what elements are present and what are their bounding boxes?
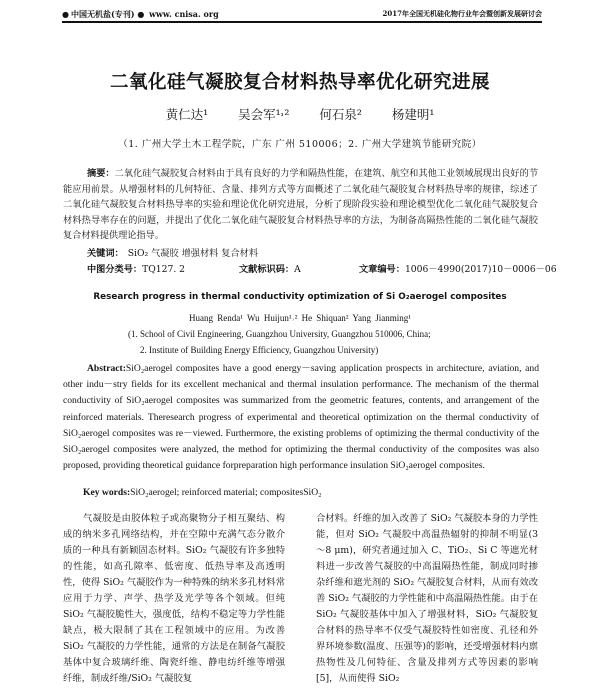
journal-url: www. cnisa. org (149, 9, 219, 19)
header-left (62, 7, 219, 21)
affiliation-en-1: (1. School of Civil Engineering, Guangzhou University, Guangzhou 510006, China; (128, 329, 431, 339)
doc-value: A (294, 264, 301, 275)
keywords-en-text: SiO₂aerogel; reinforced material; compositesSiO₂ (130, 487, 322, 498)
abstract-zh (63, 166, 538, 244)
clc-number (87, 261, 185, 275)
keywords-zh-text: SiO₂ 气凝胶 增强材料 复合材料 (127, 248, 259, 259)
authors-en: Huang Renda¹ Wu Huijun¹˒² He Shiquan² Yang Jianming¹ (189, 313, 411, 323)
authors-zh: 黄仁达¹ 吴会军¹˒² 何石泉² 杨建明¹ (165, 107, 435, 122)
abstract-en-label: Abstract: (87, 363, 126, 374)
article-value: 1006－4990(2017)10－0006－06 (404, 264, 557, 275)
doc-label: 文献标识码： (239, 264, 295, 275)
abstract-zh-label: 摘要： (87, 168, 115, 179)
abstract-en-text: SiO₂aerogel composites have a good energy－saving application prospects in architecture, aviation, and other indu－stry fields for its excellent mechanical and thermal insulation performance. The mechanism of the thermal conductivity of SiO₂aerogel composites was summarized from the geometric features, contents, and arrangement of the reinforced materials. Theresearch progress of experimental and theoretical optimization on the thermal conductivity of SiO₂aerogel composites was re－viewed. Furthermore, the existing problems of optimizing the thermal conductivity of the SiO₂aerogel composites were analyzed, the method for optimizing the thermal conductivity of the composites was also proposed, providing theoretical guidance forpreparation high performance insulation SiO₂aerogel composites. (63, 363, 539, 472)
affiliation-zh: （1. 广州大学土木工程学院，广东 广州 510006；2. 广州大学建筑节能研究院） (118, 139, 482, 150)
conference-name: 2017年全国无机硅化物行业年会暨创新发展研讨会 (382, 9, 542, 18)
body-column-right: 合材料。纤维的加入改善了 SiO₂ 气凝胶本身的力学性能，但对 SiO₂ 气凝胶中高温热辐射的抑制不明显(3～8 μm)，研究者通过加入 C、TiO₂、Si C 等遮光材料进一步改善气凝胶的中高温隔热性能，制成同时掺杂纤维和遮光剂的 SiO₂ 气凝胶复合材料，从而有效改善 SiO₂ 气凝胶的力学性能和中高温隔热性能。由于在 SiO₂ 气凝胶基体中加入了增强材料，SiO₂ 气凝胶复合材料的热导率不仅受气凝胶特性如密度、孔径和外界环境参数(温度、压强等)的影响，还受增强材料内禀热物性及几何特征、含量及排列方式等因素的影响[5]，从而使得 SiO₂ (316, 513, 538, 684)
classification-row (87, 261, 557, 275)
document-code (239, 261, 301, 275)
article-number (359, 261, 557, 275)
keywords-en-label: Key words: (83, 487, 131, 498)
bullet-icon: ● (137, 9, 145, 19)
journal-name: 中国无机盐(专刊) (70, 9, 135, 19)
paper-title-en: Research progress in thermal conductivity optimization of Si O₂aerogel composites (93, 292, 507, 302)
keywords-zh-label: 关键词： (87, 248, 124, 259)
body-column-left: 气凝胶是由胶体粒子或高聚物分子相互聚结、构成的纳米多孔网络结构，并在空隙中充满气态分散介质的一种具有新颖固态材料。SiO₂ 气凝胶有许多独特的性能，如高孔隙率、低密度、低热导率及高透明性，使得 SiO₂ 气凝胶作为一种特殊的纳米多孔材料常应用于力学、声学、热学及光学等各个领域。但纯 SiO₂ 气凝胶脆性大，强度低，结构不稳定等力学性能缺点，极大限制了其在工程领域中的应用。为改善 SiO₂ 气凝胶的力学性能，通常的方法是在制备气凝胶基体中复合玻璃纤维、陶瓷纤维、静电纺纤维等增强纤维，制成纤维/SiO₂ 气凝胶复 (63, 513, 285, 684)
keywords-en (83, 487, 322, 498)
affiliation-en-2: 2. Institute of Building Energy Efficiency, Guangzhou University) (140, 345, 379, 355)
running-header (62, 7, 542, 23)
clc-value: TQ127. 2 (142, 264, 186, 275)
keywords-zh (87, 245, 258, 259)
article-label: 文章编号： (359, 264, 405, 275)
abstract-en (63, 361, 539, 474)
clc-label: 中图分类号： (87, 264, 143, 275)
bullet-icon: ● (62, 9, 69, 19)
abstract-zh-text: 二氧化硅气凝胶复合材料由于具有良好的力学和隔热性能，在建筑、航空和其他工业领域展现出良好的节能应用前景。从增强材料的几何特征、含量、排列方式等方面概述了二氧化硅气凝胶复合材料热导率的规律，综述了二氧化硅气凝胶复合材料热导率的实验和理论优化研究进展，分析了现阶段实验和理论模型优化二氧化硅气凝胶复合材料热导率存在的问题，并提出了优化二氧化硅气凝胶复合材料热导率的方法，为制备高隔热性能的二氧化硅气凝胶复合材料提供理论指导。 (63, 168, 539, 242)
paper-title-zh: 二氧化硅气凝胶复合材料热导率优化研究进展 (109, 72, 490, 93)
